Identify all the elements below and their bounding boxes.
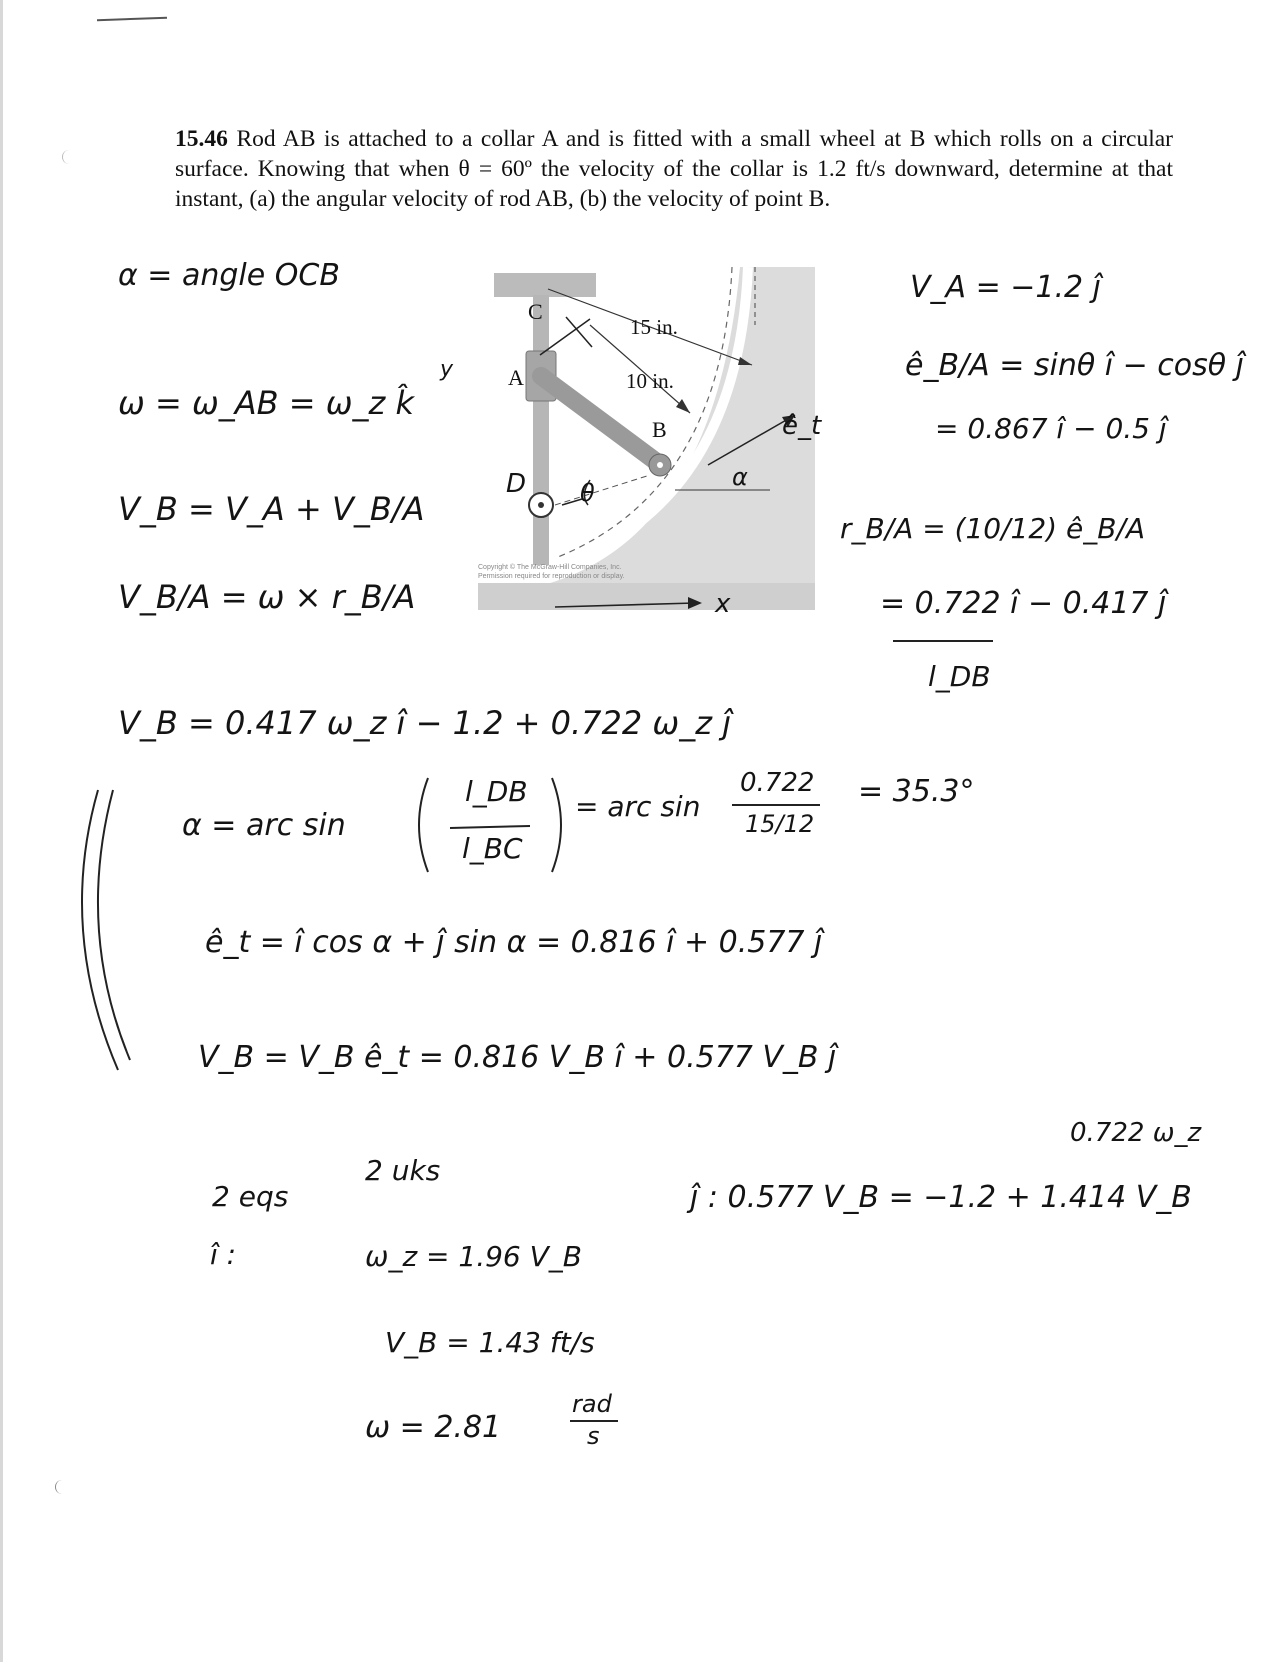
problem-statement [175, 124, 1173, 214]
scan-mark [97, 17, 167, 21]
theta-label: θ [580, 479, 595, 507]
two-unknowns: 2 uks [365, 1154, 441, 1187]
y-axis-label: y [440, 357, 454, 382]
eba-definition: ê_B/A = sinθ î − cosθ ĵ [905, 348, 1244, 383]
alpha-eq-lhs: α = arc sin [182, 808, 346, 843]
margin-mark-bottom [55, 1480, 64, 1494]
alpha-frac2-den: 15/12 [745, 810, 815, 838]
omega-final-answer: ω = 2.81 [365, 1410, 502, 1445]
dim-15-in: 15 in. [630, 315, 678, 339]
alpha-frac-den: l_BC [462, 832, 523, 865]
eba-value: = 0.867 î − 0.5 ĵ [935, 412, 1167, 445]
rba-definition: r_B/A = (10/12) ê_B/A [840, 512, 1146, 545]
alpha-definition: α = angle OCB [118, 258, 340, 293]
problem-number: 15.46 [175, 126, 228, 152]
x-axis-label: x [715, 589, 731, 619]
alpha-eq-mid: = arc sin [575, 790, 701, 823]
j-eq-above: 0.722 ω_z [1070, 1118, 1202, 1148]
alpha-frac2-num: 0.722 [740, 768, 815, 798]
label-d: D [506, 469, 527, 499]
vba-equation: V_B/A = ω × r_B/A [118, 578, 416, 616]
dim-10-in: 10 in. [626, 369, 674, 393]
scan-edge [0, 0, 3, 1662]
two-equations: 2 eqs [212, 1180, 289, 1213]
alpha-value: = 35.3° [858, 774, 975, 809]
alpha-frac2-bar [732, 804, 820, 806]
omega-unit-num: rad [572, 1390, 612, 1418]
vb-equation: V_B = V_A + V_B/A [118, 490, 425, 528]
i-component-label: î : [210, 1238, 237, 1271]
omega-unit-den: s [587, 1422, 600, 1450]
problem-text: Rod AB is attached to a collar A and is fitted with a small wheel at B which rolls on a circular surface. Knowing that when θ = 60º the velocity of the collar is 1.2 ft/s downward, determine at that instant, (a) the angular velocity of rod AB, (b) the velocity of point B. [175, 126, 1174, 212]
j-equation: ĵ : 0.577 V_B = −1.2 + 1.414 V_B [690, 1180, 1192, 1215]
rba-underline [893, 640, 993, 642]
vb-result: V_B = 0.417 ω_z î − 1.2 + 0.722 ω_z ĵ [118, 704, 732, 742]
label-c: C [528, 299, 543, 324]
copyright-notice: Copyright © The McGraw-Hill Companies, Inc. Permission required for reproduction or display. [478, 564, 625, 580]
bracket [58, 780, 138, 1080]
ldb-label: l_DB [928, 660, 991, 693]
et-equation: ê_t = î cos α + ĵ sin α = 0.816 î + 0.577 ĵ [205, 925, 823, 960]
omega-definition: ω = ω_AB = ω_z k̂ [118, 384, 415, 422]
alpha-label: α [732, 463, 748, 491]
alpha-frac-num: l_DB [465, 775, 528, 808]
va-value: V_A = −1.2 ĵ [910, 270, 1101, 305]
mechanism-figure [440, 265, 850, 625]
margin-mark-top [62, 150, 71, 164]
rba-value: = 0.722 î − 0.417 ĵ [880, 586, 1167, 621]
vb-et-equation: V_B = V_B ê_t = 0.816 V_B î + 0.577 V_B ĵ [198, 1040, 837, 1075]
vb-final-answer: V_B = 1.43 ft/s [385, 1326, 595, 1359]
wz-equation: ω_z = 1.96 V_B [365, 1240, 583, 1273]
label-b: B [652, 417, 667, 442]
label-a: A [508, 365, 524, 390]
et-label: ê_t [782, 411, 822, 441]
